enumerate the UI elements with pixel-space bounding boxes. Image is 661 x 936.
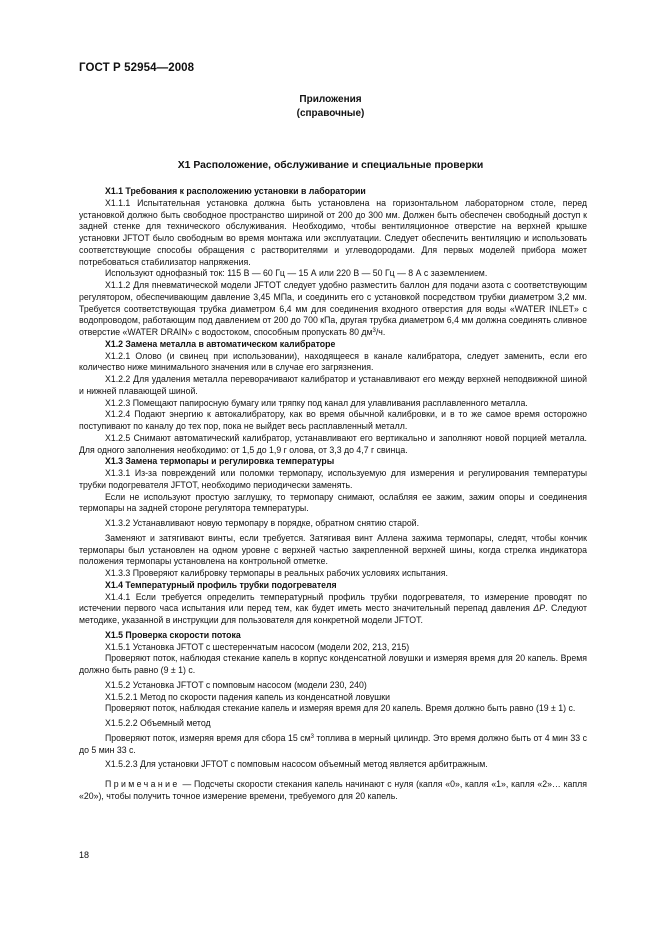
paragraph: X1.3.1 Из-за повреждений или поломки термопару, используемую для измерения и регулирования температуры трубки подогревателя JFTOT, необходимо периодически заменять. xyxy=(79,468,587,490)
paragraph-text: . Следуют методике, указанной в инструкции для пользователя для конкретной модели JFTOT. xyxy=(79,603,587,625)
annex-title: Приложения xyxy=(299,94,362,105)
superscript: 3 xyxy=(372,328,376,334)
subsection-heading: X1.3 Замена термопары и регулировка температуры xyxy=(105,456,335,467)
paragraph: X1.5.1 Установка JFTOT с шестеренчатым насосом (модели 202, 213, 215) xyxy=(105,641,410,652)
note-text: — Подсчеты скорости стекания капель начинают с нуля (капля «0», капля «1», капля «2»… капля «20»), чтобы получить точное измерение времени, требуемого для 20 капель. xyxy=(79,779,587,801)
paragraph: Проверяют поток, наблюдая стекание капель в корпус конденсатной ловушки и измеряя время для 20 капель. Время должно быть равно (9 ± 1) с. xyxy=(79,653,587,675)
document-body xyxy=(79,186,587,803)
paragraph-text: топлива в мерный цилиндр. Это время должно быть от 4 мин 33 с до 5 мин 33 с. xyxy=(79,732,587,755)
paragraph: X1.1.1 Испытательная установка должна быть установлена на горизонтальном лабораторном столе, перед установкой должно быть свободное пространство шириной от 200 до 300 мм. Должен быть обеспечен свободный доступ к задней стенке для технического обслуживания. Необходимо, чтобы вентиляционное отверстие на верхней крышке установки JFTOT было свободным во время монтажа или эксплуатации. Следует обеспечить вентиляцию и использовать соответствующие способы обращения с растворителями и углеводородами. Для первых моделей прибора может потребоваться стабилизатор напряжения. xyxy=(79,197,587,267)
subsection-heading: X1.5 Проверка скорости потока xyxy=(105,629,241,640)
paragraph xyxy=(79,733,587,757)
paragraph xyxy=(79,592,587,627)
standard-designation: ГОСТ Р 52954—2008 xyxy=(79,62,195,74)
paragraph: X1.3.3 Проверяют калибровку термопары в реальных рабочих условиях испытания. xyxy=(105,568,448,578)
page-number: 18 xyxy=(79,850,90,860)
annex-subtitle: (справочные) xyxy=(296,108,365,119)
paragraph-text: X1.1.2 Для пневматической модели JFTOT следует удобно разместить баллон для подачи азота с соответствующим регулятором, обеспечивающим давление 3,45 МПа, и соединить его с установкой посредством трубки диаметром 3,2 мм. Требуется соответствующая трубка диаметром 6,4 мм для соединения входного отверстия для воды «WATER INLET» с водопроводом, работающим под давлением от 200 до 700 кПа, другая трубка диаметром 6,4 мм должна соединять сливное отверстие «WATER DRAIN» с водостоком, способным пропускать 80 дм xyxy=(79,280,587,337)
superscript: 3 xyxy=(310,733,314,740)
paragraph: Если не используют простую заглушку, то термопару снимают, ослабляя ее зажим, зажим опоры и соединения термопары на задней стороне регулятора температуры. xyxy=(79,491,587,514)
paragraph-text: /ч. xyxy=(375,327,386,337)
paragraph xyxy=(79,280,587,339)
paragraph: X1.2.5 Снимают автоматический калибратор, устанавливают его вертикально и заполняют новой порцией металла. Для одного заполнения необходимо: от 1,5 до 1,9 г олова, от 3,3 до 4,7 г свинца. xyxy=(79,432,587,455)
subsection-heading: X1.2 Замена металла в автоматическом калибраторе xyxy=(105,338,336,349)
paragraph: X1.2.2 Для удаления металла переворачивают калибратор и устанавливают его между верхней неподвижной шиной и нижней плавающей шиной. xyxy=(79,374,587,396)
paragraph: X1.2.3 Помещают папиросную бумагу или тряпку под канал для улавливания расплавленного металла. xyxy=(105,397,528,408)
paragraph-text: X1.4.1 Если требуется определить температурный профиль трубки подогревателя, то измерение проводят по истечении первого часа испытания или перед тем, как будет иметь место значительный перепад давления xyxy=(79,591,587,614)
paragraph: X1.5.2.2 Объемный метод xyxy=(105,718,211,728)
paragraph: Заменяют и затягивают винты, если требуется. Затягивая винт Аллена зажима термопары, следят, чтобы кончик термопары был установлен на одном уровне с верхней частью закрепленной верхней шины, когда стрелка индикатора положения термопары установлена на контрольной отметке. xyxy=(79,532,587,567)
paragraph: X1.2.1 Олово (и свинец при использовании), находящееся в канале калибратора, следует заменить, если его количество ниже минимального значения или в случае его загрязнения. xyxy=(79,350,587,373)
paragraph: X1.2.4 Подают энергию к автокалибратору, как во время обычной калибровки, и в то же самое время осторожно поступивают по каналу до тех пор, пока не выйдет весь расплавленный металл. xyxy=(79,409,587,431)
paragraph: X1.5.2.3 Для установки JFTOT с помповым насосом объемный метод является арбитражным. xyxy=(105,759,488,770)
note xyxy=(79,779,587,803)
section-heading: X1 Расположение, обслуживание и специальные проверки xyxy=(177,160,484,171)
subsection-heading: X1.4 Температурный профиль трубки подогревателя xyxy=(105,579,337,590)
paragraph: Используют однофазный ток: 115 В — 60 Гц — 15 А или 220 В — 50 Гц — 8 А с заземлением. xyxy=(105,268,488,279)
paragraph: X1.5.2 Установка JFTOT с помповым насосом (модели 230, 240) xyxy=(105,679,367,690)
paragraph: X1.5.2.1 Метод по скорости падения капель из конденсатной ловушки xyxy=(105,691,390,702)
paragraph: Проверяют поток, наблюдая стекание капель и измеряя время для 20 капель. Время должно быть равно (19 ± 1) с. xyxy=(105,703,576,714)
paragraph: X1.3.2 Устанавливают новую термопару в порядке, обратном снятию старой. xyxy=(105,518,420,528)
subsection-heading: X1.1 Требования к расположению установки в лаборатории xyxy=(105,186,366,196)
paragraph-text: Проверяют поток, измеряя время для сбора 15 см xyxy=(105,732,311,743)
pressure-symbol: ΔP xyxy=(533,603,546,614)
note-label: Примечание xyxy=(105,779,180,789)
